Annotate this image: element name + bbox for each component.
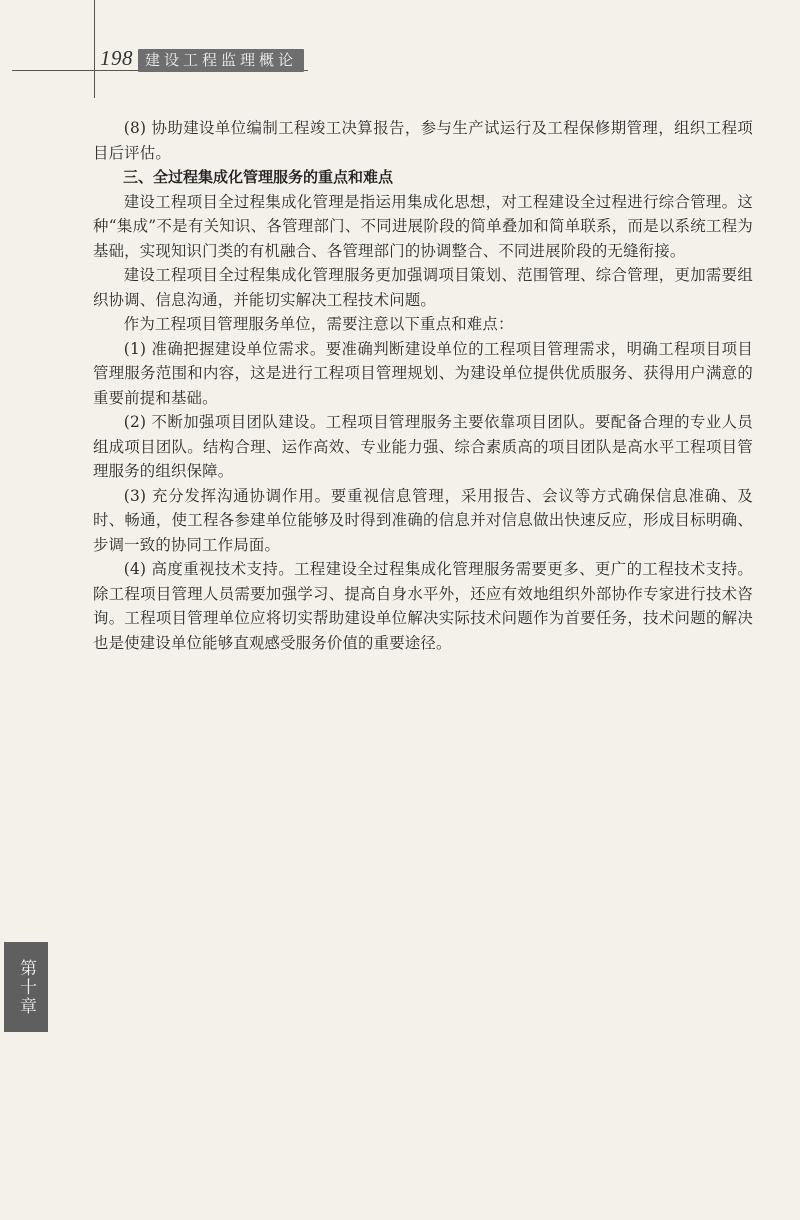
paragraph-item-8: (8) 协助建设单位编制工程竣工决算报告，参与生产试运行及工程保修期管理，组织工程项目后评估。	[93, 119, 753, 162]
paragraph-definition: 建设工程项目全过程集成化管理是指运用集成化思想，对工程建设全过程进行综合管理。这种“集成”不是有关知识、各管理部门、不同进展阶段的简单叠加和简单联系，而是以系统工程为基础，实现知识门类的有机融合、各管理部门的协调整合、不同进展阶段的无缝衔接。	[93, 192, 753, 260]
paragraph-point-4: (4) 高度重视技术支持。工程建设全过程集成化管理服务需要更多、更广的工程技术支持。除工程项目管理人员需要加强学习、提高自身水平外，还应有效地组织外部协作专家进行技术咨询。工程项目管理单位应将切实帮助建设单位解决实际技术问题作为首要任务，技术问题的解决也是使建设单位能够直观感受服务价值的重要途径。	[93, 560, 753, 652]
section-heading: 三、全过程集成化管理服务的重点和难点	[123, 168, 394, 186]
page-body	[93, 116, 753, 655]
chapter-side-tab: 第十章	[4, 942, 48, 1032]
paragraph-point-1: (1) 准确把握建设单位需求。要准确判断建设单位的工程项目管理需求，明确工程项目项目管理服务范围和内容，这是进行工程项目管理规划、为建设单位提供优质服务、获得用户满意的重要前提和基础。	[93, 339, 753, 407]
page-number: 198	[100, 46, 133, 70]
paragraph-point-3: (3) 充分发挥沟通协调作用。要重视信息管理，采用报告、会议等方式确保信息准确、及时、畅通，使工程各参建单位能够及时得到准确的信息并对信息做出快速反应，形成目标明确、步调一致的协同工作局面。	[93, 486, 753, 554]
header-vertical-rule	[94, 0, 95, 98]
running-header-book-title: 建设工程监理概论	[138, 49, 304, 72]
paragraph-intro-points: 作为工程项目管理服务单位，需要注意以下重点和难点：	[123, 315, 514, 333]
paragraph-point-2: (2) 不断加强项目团队建设。工程项目管理服务主要依靠项目团队。要配备合理的专业人员组成项目团队。结构合理、运作高效、专业能力强、综合素质高的项目团队是高水平工程项目管理服务的组织保障。	[93, 413, 753, 480]
paragraph-emphasis: 建设工程项目全过程集成化管理服务更加强调项目策划、范围管理、综合管理，更加需要组织协调、信息沟通，并能切实解决工程技术问题。	[93, 266, 753, 309]
